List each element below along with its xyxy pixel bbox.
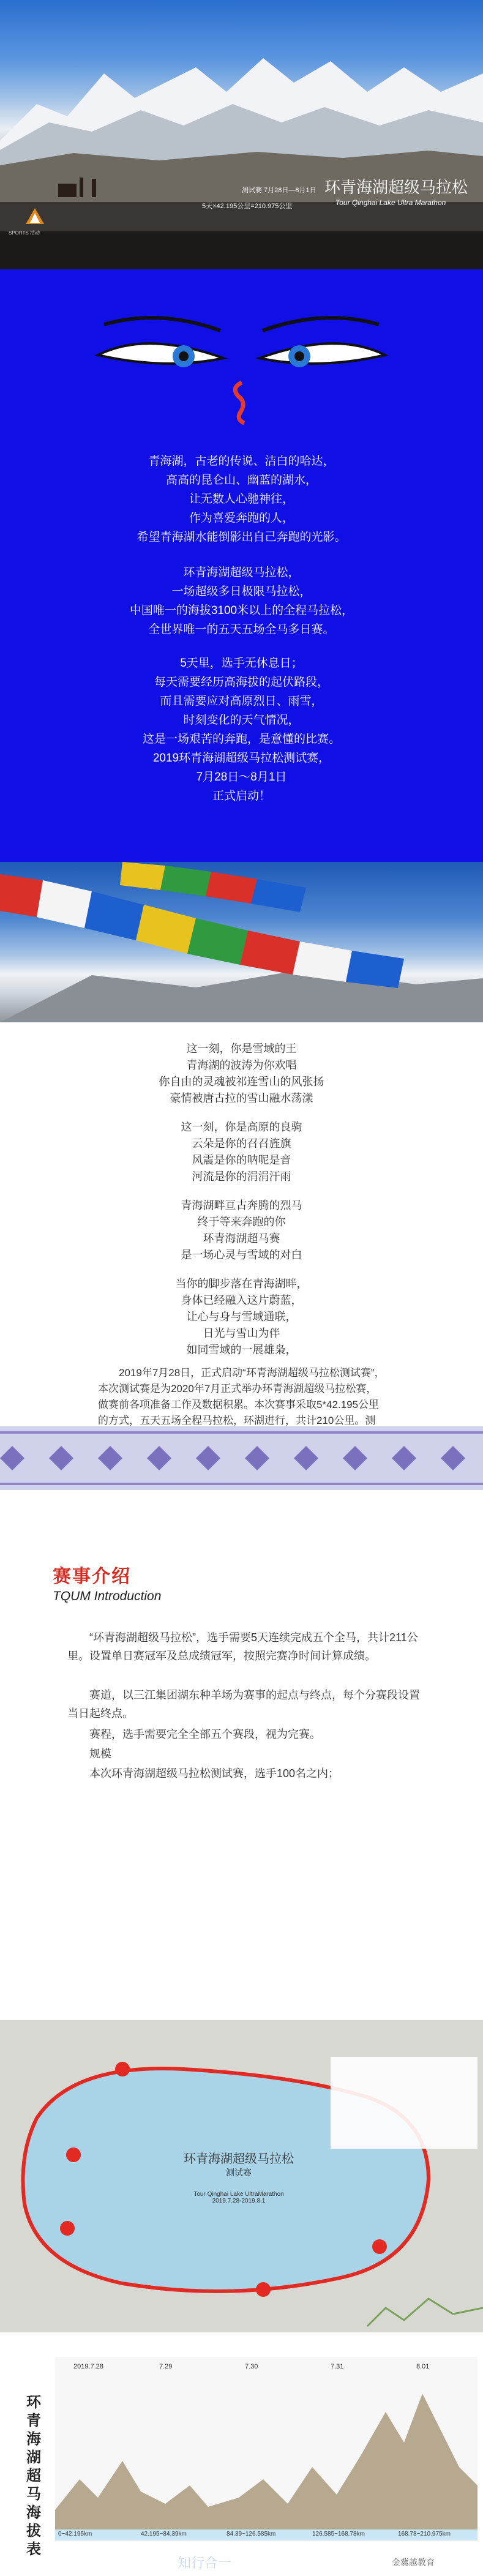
poem-line: 作为喜爱奔跑的人， bbox=[189, 512, 294, 525]
poem-line: 云朵是你的召召旌旗 bbox=[192, 1137, 291, 1150]
cart-shape bbox=[58, 184, 77, 197]
poem-line: 中国唯一的海拔3100米以上的全程马拉松， bbox=[129, 604, 354, 617]
elevation-chart bbox=[55, 2357, 477, 2540]
poem-line: 这一刻，你是高原的良驹 bbox=[181, 1121, 302, 1133]
poem-line: 如同雪域的一展雄枭， bbox=[186, 1344, 297, 1356]
poem-line: 希望青海湖水能倒影出自己奔跑的光影。 bbox=[137, 531, 346, 544]
buddha-eyes-icon bbox=[92, 312, 391, 429]
elevation-section bbox=[0, 2332, 483, 2576]
map-marker bbox=[256, 2282, 271, 2297]
intro-paragraph: “环青海湖超级马拉松”，选手需要5天连续完成五个全马，共计211公里。设置单日赛冠军及总成绩冠军，按照完赛净时间计算成绩。 bbox=[67, 1631, 418, 1662]
map-marker bbox=[66, 2147, 81, 2162]
poem-line: 这是一场艰苦的奔跑，是意懂的比赛。 bbox=[142, 733, 340, 746]
poem-section bbox=[0, 1022, 483, 1426]
section-subtitle: TQUM Introduction bbox=[53, 1589, 162, 1603]
section-title: 赛事介绍 bbox=[53, 1567, 131, 1587]
poem-stanza-2 bbox=[0, 1119, 483, 1185]
event-description: 2019年7月28日，正式启动“环青海湖超级马拉松测试赛”，本次测试赛是为2020年7月正式举办环青海湖超级马拉松赛，做赛前各项准备工作及数据积累。本次赛事采取5*42.195公里的方式，五天五场全程马拉松，环湖进行，共计210公里。测 bbox=[98, 1367, 385, 1426]
poem-line: 2019环青海湖超级马拉松测试赛， bbox=[152, 752, 331, 765]
decorative-pattern-band bbox=[0, 1426, 483, 1490]
poem-line: 一场超级多日极限马拉松， bbox=[171, 585, 312, 598]
elevation-day: 2019.7.28 bbox=[73, 2363, 103, 2370]
poem-line: 青海湖的波涛为你欢唱 bbox=[186, 1059, 297, 1071]
poem-line: 时刻变化的天气情况， bbox=[183, 714, 300, 727]
intro-paragraph: 本次环青海湖超级马拉松测试赛，选手100名之内； bbox=[89, 1767, 340, 1780]
hero-banner bbox=[0, 0, 483, 269]
map-marker bbox=[60, 2221, 75, 2236]
map-title: 环青海湖超级马拉松 bbox=[184, 2152, 294, 2166]
poem-line: 全世界唯一的五天五场全马多日赛。 bbox=[148, 623, 335, 636]
intro-paragraph: 赛道，以三江集团湖东种羊场为赛事的起点与终点，每个分赛段设置当日起终点。 bbox=[67, 1689, 420, 1720]
poem-line: 当你的脚步落在青海湖畔， bbox=[175, 1278, 308, 1290]
map-dates: 2019.7.28-2019.8.1 bbox=[212, 2198, 266, 2204]
poem-line: 环青海湖超级马拉松， bbox=[183, 566, 300, 579]
poem-line: 终于等来奔跑的你 bbox=[197, 1216, 286, 1228]
poem-line: 河流是你的涓涓汗雨 bbox=[192, 1170, 291, 1183]
poem-line: 这一刻，你是雪域的王 bbox=[186, 1043, 297, 1055]
poem-line: 让无数人心驰神往， bbox=[189, 493, 294, 506]
map-marker bbox=[115, 2062, 130, 2076]
elevation-title: 环青海湖超马海拔表 bbox=[26, 2394, 41, 2558]
intro-paragraph: 规模 bbox=[89, 1748, 111, 1760]
poem-paragraph-2 bbox=[0, 563, 483, 639]
elevation-day: 7.29 bbox=[159, 2363, 173, 2370]
poem-line: 每天需要经历高海拔的起伏路段， bbox=[154, 676, 329, 689]
event-title-en: Tour Qinghai Lake Ultra Marathon bbox=[335, 198, 446, 207]
poem-line: 环青海湖超马赛 bbox=[203, 1232, 280, 1245]
map-legend bbox=[331, 2057, 477, 2149]
poem-line: 风震是你的呐呢是音 bbox=[192, 1154, 291, 1166]
map-subtitle: 测试赛 bbox=[226, 2168, 252, 2177]
poem-line: 豪情被唐古拉的雪山融水荡漾 bbox=[170, 1092, 313, 1104]
poem-stanza-4 bbox=[0, 1276, 483, 1358]
poem-line: 青海湖畔亘古奔腾的烈马 bbox=[181, 1199, 302, 1211]
elevation-day: 7.31 bbox=[331, 2363, 344, 2370]
elevation-range: 84.39~126.585km bbox=[227, 2531, 276, 2537]
race-intro-section bbox=[0, 1490, 483, 2020]
prayer-flags-illustration bbox=[0, 862, 483, 1022]
organizer-label: SPORTS 活动 bbox=[9, 230, 40, 236]
event-title: 环青海湖超级马拉松 bbox=[324, 179, 468, 197]
map-marker bbox=[372, 2239, 387, 2254]
poem-stanza-3 bbox=[0, 1197, 483, 1264]
poem-line: 你自由的灵魂被祁连雪山的风张扬 bbox=[159, 1076, 324, 1088]
map-title-box bbox=[171, 2149, 306, 2204]
poem-line: 而且需要应对高原烈日、雨雪， bbox=[160, 695, 323, 708]
event-distance: 5天×42.195公里=210.975公里 bbox=[202, 203, 293, 210]
pattern-illustration bbox=[0, 1426, 483, 1490]
account-watermark: 金冀越教育 bbox=[392, 2558, 435, 2567]
poem-line: 身体已经融入这片蔚蓝， bbox=[181, 1294, 302, 1306]
event-dates: 测试赛 7月28日—8月1日 bbox=[242, 187, 316, 194]
elevation-day: 8.01 bbox=[416, 2363, 430, 2370]
poem-paragraph-3 bbox=[0, 654, 483, 806]
route-map bbox=[0, 2020, 483, 2332]
elevation-range: 168.78~210.975km bbox=[398, 2531, 451, 2537]
map-title-en: Tour Qinghai Lake UltraMarathon bbox=[193, 2191, 284, 2198]
poem-paragraph-1 bbox=[0, 452, 483, 547]
poem-line: 7月28日～8月1日 bbox=[196, 771, 287, 784]
poem-line: 5天里，选手无休息日； bbox=[180, 657, 303, 670]
poem-line: 青海湖，古老的传说、洁白的哈达， bbox=[148, 455, 335, 468]
mountain-landscape bbox=[0, 0, 483, 269]
poem-line: 高高的昆仑山、幽蓝的湖水， bbox=[165, 474, 317, 487]
watermark: 知行合一 bbox=[178, 2555, 232, 2570]
poem-line: 正式启动！ bbox=[212, 790, 271, 803]
poem-stanza-1 bbox=[0, 1041, 483, 1107]
intro-paragraph: 赛程，选手需要完全全部五个赛段，视为完赛。 bbox=[89, 1728, 321, 1740]
event-logo-icon bbox=[24, 207, 45, 225]
poem-line: 让心与身与雪域通联， bbox=[186, 1311, 297, 1323]
prayer-flags-photo bbox=[0, 862, 483, 1022]
poem-line: 日光与雪山为伴 bbox=[203, 1327, 280, 1339]
intro-poem-section bbox=[0, 269, 483, 862]
elevation-range: 42.195~84.39km bbox=[141, 2531, 187, 2537]
elevation-range: 0~42.195km bbox=[58, 2531, 92, 2537]
elevation-range: 126.585~168.78km bbox=[312, 2531, 365, 2537]
elevation-day: 7.30 bbox=[245, 2363, 258, 2370]
poem-line: 是一场心灵与雪域的对白 bbox=[181, 1249, 302, 1261]
